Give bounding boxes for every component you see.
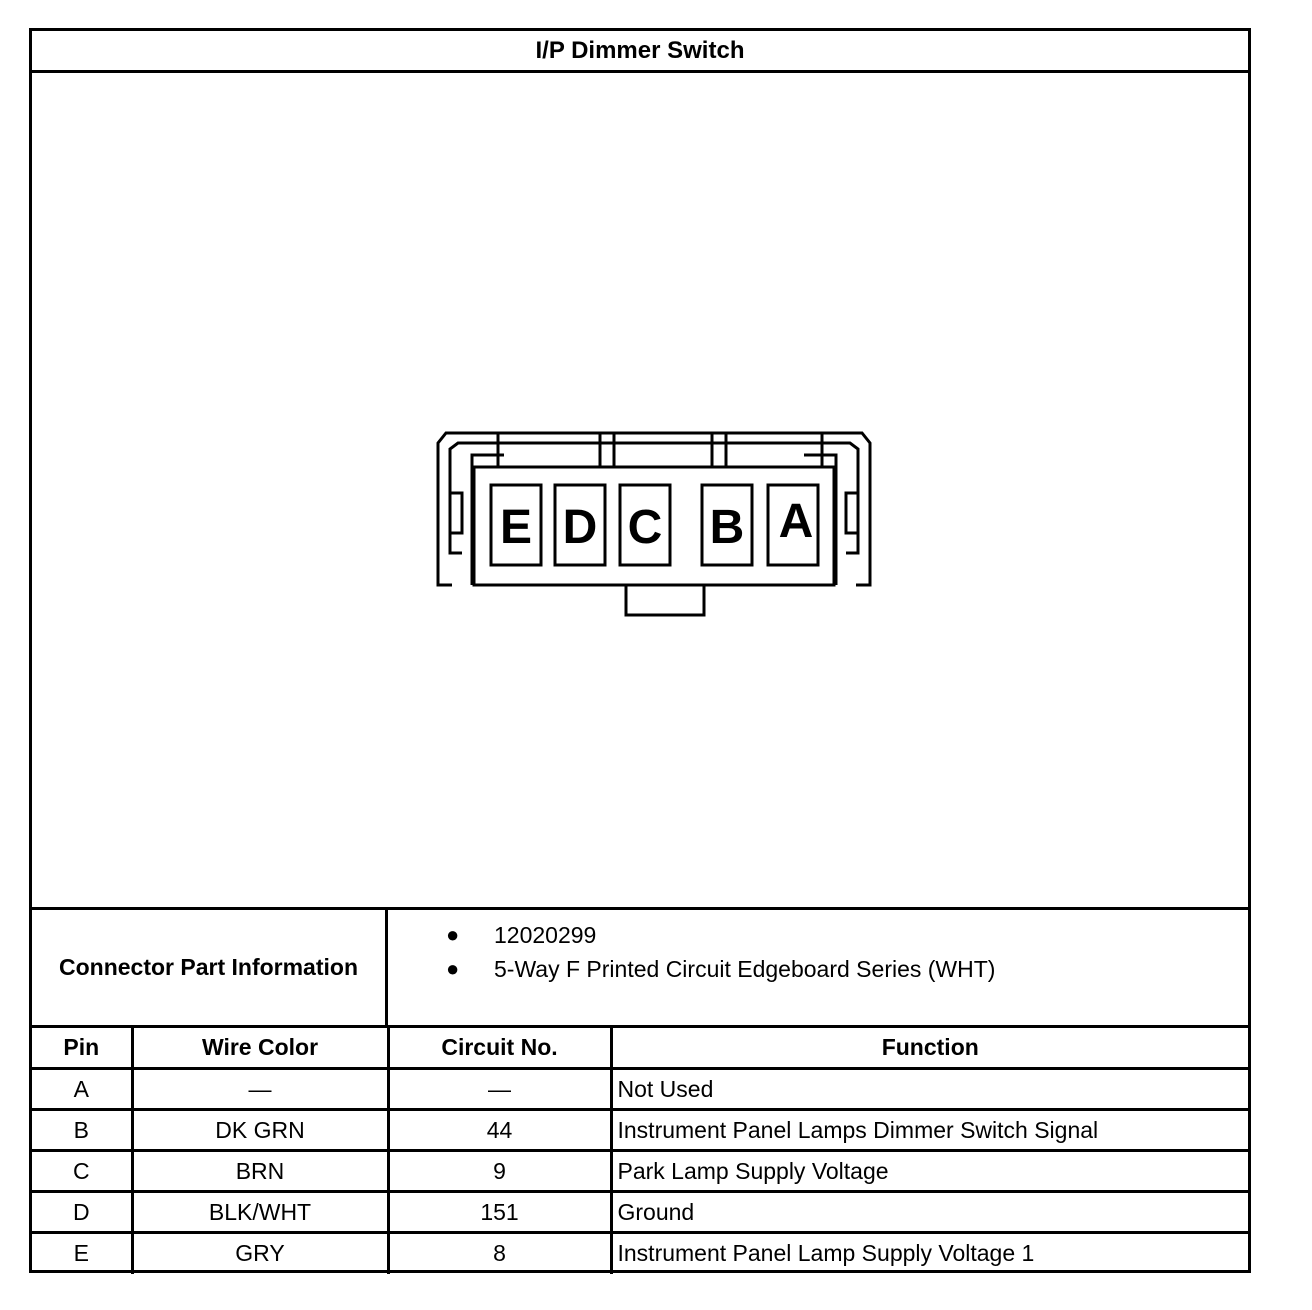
cell-circuit: 8 bbox=[388, 1233, 611, 1274]
title-text: I/P Dimmer Switch bbox=[535, 36, 745, 64]
key-tab bbox=[626, 585, 704, 615]
cell-function: Park Lamp Supply Voltage bbox=[611, 1151, 1248, 1192]
cell-wire-color: DK GRN bbox=[132, 1110, 388, 1151]
table-row bbox=[32, 1192, 1248, 1233]
pin-label-c: C bbox=[627, 501, 663, 554]
cell-circuit: 44 bbox=[388, 1110, 611, 1151]
connector-drawing bbox=[32, 73, 1248, 909]
right-latch bbox=[846, 493, 858, 533]
cell-pin: A bbox=[32, 1069, 132, 1110]
pin-label-b: B bbox=[709, 501, 745, 554]
header-circuit: Circuit No. bbox=[388, 1027, 611, 1069]
table-row bbox=[32, 1110, 1248, 1151]
header-wire-color: Wire Color bbox=[132, 1027, 388, 1069]
cell-circuit: 151 bbox=[388, 1192, 611, 1233]
cell-wire-color: GRY bbox=[132, 1233, 388, 1274]
cell-function: Not Used bbox=[611, 1069, 1248, 1110]
sheet-title bbox=[32, 31, 1248, 73]
pin-label-d: D bbox=[562, 501, 598, 554]
top-rib-3 bbox=[712, 433, 726, 467]
left-latch bbox=[450, 493, 462, 533]
table-header-row bbox=[32, 1027, 1248, 1069]
part-info-row bbox=[32, 907, 1248, 1025]
cell-function: Ground bbox=[611, 1192, 1248, 1233]
cell-function: Instrument Panel Lamp Supply Voltage 1 bbox=[611, 1233, 1248, 1274]
cell-pin: C bbox=[32, 1151, 132, 1192]
cell-wire-color: BLK/WHT bbox=[132, 1192, 388, 1233]
cell-wire-color: — bbox=[132, 1069, 388, 1110]
part-info-list: ● 12020299 ● 5-Way F Printed Circuit Edgeboard Series (WHT) bbox=[446, 922, 996, 982]
part-description: 5-Way F Printed Circuit Edgeboard Series (WHT) bbox=[494, 956, 996, 982]
table-row bbox=[32, 1233, 1248, 1274]
cell-circuit: 9 bbox=[388, 1151, 611, 1192]
pin-label-e: E bbox=[499, 501, 533, 554]
pin-table bbox=[32, 1025, 1248, 1274]
header-function: Function bbox=[611, 1027, 1248, 1069]
cell-pin: B bbox=[32, 1110, 132, 1151]
cell-pin: E bbox=[32, 1233, 132, 1274]
table-row bbox=[32, 1151, 1248, 1192]
cell-function: Instrument Panel Lamps Dimmer Switch Signal bbox=[611, 1110, 1248, 1151]
cell-circuit: — bbox=[388, 1069, 611, 1110]
part-number: 12020299 bbox=[494, 922, 597, 948]
table-row bbox=[32, 1069, 1248, 1110]
part-info-label: Connector Part Information bbox=[32, 910, 388, 1025]
pin-label-a: A bbox=[778, 495, 814, 548]
top-rib-2 bbox=[600, 433, 614, 467]
header-pin: Pin bbox=[32, 1027, 132, 1069]
connector-sheet bbox=[29, 28, 1251, 1273]
connector-diagram bbox=[32, 73, 1248, 909]
cell-pin: D bbox=[32, 1192, 132, 1233]
cell-wire-color: BRN bbox=[132, 1151, 388, 1192]
